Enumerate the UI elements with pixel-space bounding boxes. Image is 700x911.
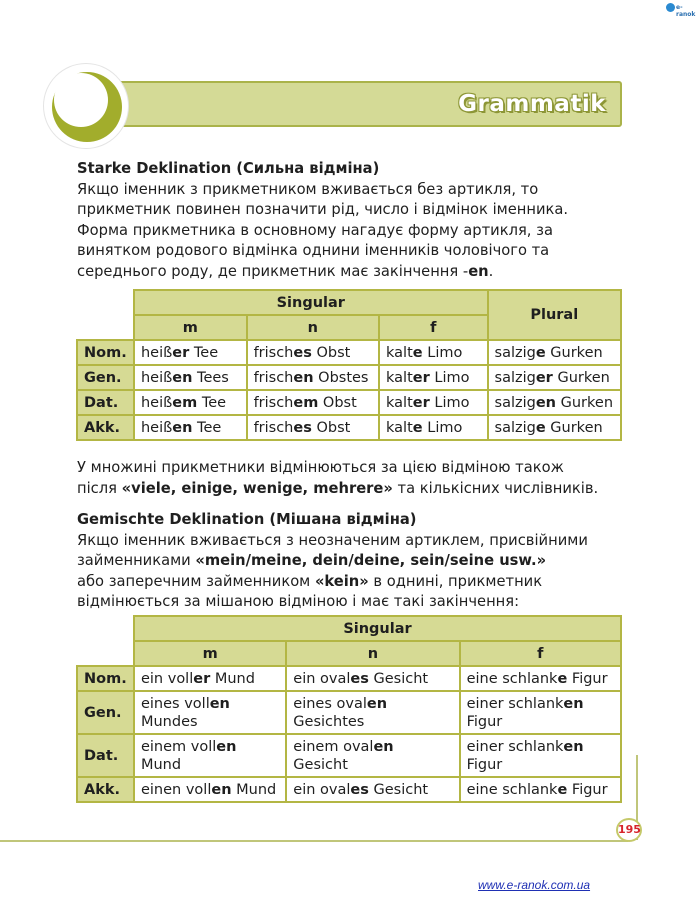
- adjective-ending: en: [563, 738, 584, 755]
- strong-declension-table: [76, 289, 622, 441]
- adjective-ending: en: [563, 695, 584, 712]
- adjective-ending: en: [172, 419, 193, 436]
- adjective-ending: en: [211, 781, 232, 798]
- noun: Gurken: [545, 419, 603, 436]
- paragraph-line: [77, 551, 622, 572]
- page-border-vertical: [636, 755, 638, 825]
- word-stem: einem oval: [293, 738, 374, 755]
- case-label: Gen.: [77, 365, 134, 390]
- cell-line: [141, 671, 279, 687]
- table-cell: [460, 777, 621, 802]
- gender-header: n: [247, 315, 379, 340]
- table-cell: [134, 734, 286, 777]
- page-number: 195: [616, 818, 642, 842]
- section-heading: Gemischte Deklination (Мішана відміна): [77, 511, 417, 528]
- table-cell: [286, 777, 459, 802]
- gender-header: f: [379, 315, 488, 340]
- adjective-ending: en: [209, 695, 230, 712]
- noun: Limo: [422, 419, 463, 436]
- table-cell: [379, 340, 488, 365]
- adjective-ending: en: [366, 695, 388, 712]
- cell-line: Mundes: [140, 713, 198, 730]
- table-cell: [247, 340, 379, 365]
- bold-words: «viele, einige, wenige, mehrere»: [121, 479, 393, 497]
- adjective-ending: er: [172, 344, 190, 361]
- cell-line: [467, 738, 614, 756]
- bold-words: «kein»: [314, 572, 369, 590]
- noun: Obst: [311, 419, 351, 436]
- plural-note: [77, 458, 622, 499]
- adjective-ending: e: [412, 419, 423, 436]
- table-row: [77, 777, 621, 802]
- text-span: в однині, прикметник: [368, 572, 543, 590]
- adjective-ending: em: [172, 394, 198, 411]
- case-label: Akk.: [77, 777, 134, 802]
- table-cell: [134, 365, 247, 390]
- logo-text: e-ranok: [676, 4, 696, 18]
- word-stem: heiß: [140, 369, 173, 386]
- gender-header: m: [134, 315, 247, 340]
- publisher-link[interactable]: www.e-ranok.com.ua: [478, 878, 591, 892]
- text-span: середнього роду, де прикметник має закінчення -: [77, 262, 469, 280]
- crescent-cutout: [54, 73, 108, 127]
- adjective-ending: em: [293, 394, 319, 411]
- noun: Tee: [189, 344, 219, 361]
- adjective-ending: er: [535, 369, 553, 386]
- paragraph-line: винятком родового відмінка однини іменників чоловічого та: [77, 242, 550, 259]
- case-label: Nom.: [77, 666, 134, 691]
- table-row: [77, 691, 621, 734]
- noun: Gurken: [556, 394, 614, 411]
- cell-line: [467, 671, 614, 687]
- table-row: [77, 666, 621, 691]
- noun: Obst: [318, 394, 357, 411]
- word-stem: ein oval: [293, 670, 351, 687]
- text-span: займенниками: [77, 552, 196, 569]
- paragraph-line: Якщо іменник вживається з неозначеним артиклем, присвійними: [77, 531, 588, 549]
- cell-line: Mund: [140, 756, 182, 773]
- word-stem: salzig: [494, 419, 536, 436]
- adjective-ending: en: [535, 394, 557, 411]
- word-stem: salzig: [494, 394, 536, 411]
- word-stem: heiß: [140, 344, 173, 361]
- noun: Gurken: [545, 344, 603, 361]
- table-cell: [460, 691, 621, 734]
- word-stem: kalt: [386, 419, 413, 436]
- cell-line: [141, 782, 279, 798]
- word-stem: eines voll: [140, 695, 210, 712]
- adjective-ending: es: [293, 344, 312, 361]
- noun: Gesicht: [368, 670, 429, 687]
- paragraph-line: [77, 572, 622, 593]
- table-cell: [488, 415, 621, 440]
- noun: Limo: [429, 394, 470, 411]
- singular-header: Singular: [134, 616, 621, 641]
- word-stem: ein oval: [293, 781, 351, 798]
- section-header-band: [74, 81, 622, 127]
- cell-line: [293, 782, 452, 798]
- page-border-horizontal: [0, 840, 628, 842]
- mixed-declension-table: [76, 615, 622, 803]
- table-cell: [247, 365, 379, 390]
- gender-header: m: [134, 641, 286, 666]
- paragraph-line: У множині прикметники відмінюються за цією відміною також: [77, 459, 564, 476]
- table-cell: [488, 365, 621, 390]
- adjective-ending: e: [535, 419, 546, 436]
- word-stem: einer schlank: [466, 738, 564, 755]
- noun: Limo: [422, 344, 463, 361]
- noun: Tees: [192, 369, 229, 386]
- adjective-ending: en: [373, 738, 394, 755]
- case-label: Nom.: [77, 340, 134, 365]
- mixed-declension-section: [77, 510, 622, 613]
- word-stem: ein voll: [140, 670, 194, 687]
- table-corner: [77, 616, 134, 666]
- adjective-ending: es: [293, 419, 312, 436]
- gender-header: f: [460, 641, 621, 666]
- strong-declension-section: [77, 159, 622, 282]
- word-stem: heiß: [140, 419, 173, 436]
- cell-line: [467, 782, 614, 798]
- table-cell: [286, 691, 459, 734]
- adjective-ending: en: [172, 369, 193, 386]
- adjective-ending: en: [293, 369, 314, 386]
- table-cell: [247, 390, 379, 415]
- cell-line: [141, 695, 279, 713]
- table-cell: [460, 666, 621, 691]
- adjective-ending: er: [412, 369, 430, 386]
- table-cell: [134, 691, 286, 734]
- ending-highlight: en: [468, 262, 489, 280]
- noun: Gurken: [552, 369, 610, 386]
- table-corner: [77, 290, 134, 340]
- paragraph-line: прикметник повинен позначити рід, число і відмінок іменника.: [77, 201, 569, 218]
- word-stem: eine schlank: [466, 781, 558, 798]
- word-stem: einem voll: [140, 738, 217, 755]
- table-cell: [134, 340, 247, 365]
- cell-line: [293, 695, 452, 713]
- word-stem: kalt: [386, 369, 413, 386]
- table-cell: [379, 415, 488, 440]
- adjective-ending: e: [557, 781, 568, 798]
- noun: Tee: [192, 419, 222, 436]
- word-stem: frisch: [253, 394, 294, 411]
- word-stem: frisch: [253, 369, 294, 386]
- noun: Obst: [311, 344, 351, 361]
- cell-line: Gesicht: [293, 756, 348, 773]
- paragraph-line: Якщо іменник з прикметником вживається без артикля, то: [77, 180, 539, 198]
- table-row: [77, 415, 621, 440]
- cell-line: [293, 671, 452, 687]
- text-span: та кількісних числівників.: [392, 479, 599, 497]
- adjective-ending: er: [412, 394, 430, 411]
- word-stem: heiß: [140, 394, 173, 411]
- noun: Limo: [429, 369, 470, 386]
- case-label: Dat.: [77, 734, 134, 777]
- adjective-ending: er: [193, 670, 211, 687]
- paragraph-line: відмінюється за мішаною відміною і має такі закінчення:: [77, 593, 520, 610]
- noun: Figur: [567, 670, 608, 687]
- noun: Mund: [210, 670, 255, 687]
- noun: Gesicht: [368, 781, 429, 798]
- table-cell: [379, 365, 488, 390]
- plural-header: Plural: [488, 290, 621, 340]
- text-span: після: [77, 479, 122, 497]
- paragraph-line: Форма прикметника в основному нагадує форму артикля, за: [77, 221, 553, 239]
- table-cell: [134, 415, 247, 440]
- section-heading: Starke Deklination (Сильна відміна): [77, 160, 380, 177]
- paragraph-line: [77, 479, 622, 500]
- table-cell: [134, 666, 286, 691]
- word-stem: kalt: [386, 394, 413, 411]
- noun: Figur: [567, 781, 608, 798]
- cell-line: [293, 738, 452, 756]
- noun: Obstes: [313, 369, 369, 386]
- cell-line: [141, 738, 279, 756]
- table-cell: [247, 415, 379, 440]
- table-cell: [460, 734, 621, 777]
- word-stem: eine schlank: [466, 670, 558, 687]
- gender-header: n: [286, 641, 459, 666]
- case-label: Dat.: [77, 390, 134, 415]
- cell-line: [467, 695, 614, 713]
- word-stem: salzig: [494, 369, 536, 386]
- adjective-ending: es: [350, 670, 369, 687]
- text-span: .: [488, 262, 494, 280]
- adjective-ending: es: [350, 781, 369, 798]
- word-stem: eines oval: [293, 695, 367, 712]
- table-cell: [134, 390, 247, 415]
- word-stem: salzig: [494, 344, 536, 361]
- word-stem: einen voll: [140, 781, 212, 798]
- word-stem: einer schlank: [466, 695, 564, 712]
- table-row: [77, 340, 621, 365]
- logo-globe-icon: [666, 3, 675, 12]
- adjective-ending: en: [216, 738, 237, 755]
- table-row: [77, 390, 621, 415]
- publisher-logo: [666, 3, 696, 18]
- table-cell: [286, 734, 459, 777]
- noun: Tee: [197, 394, 227, 411]
- cell-line: Figur: [466, 756, 503, 773]
- word-stem: frisch: [253, 344, 294, 361]
- table-row: [77, 734, 621, 777]
- case-label: Akk.: [77, 415, 134, 440]
- word-stem: kalt: [386, 344, 413, 361]
- table-cell: [488, 390, 621, 415]
- paragraph-line: [77, 262, 622, 283]
- table-cell: [134, 777, 286, 802]
- table-cell: [286, 666, 459, 691]
- table-row: [77, 365, 621, 390]
- cell-line: Gesichtes: [293, 713, 365, 730]
- table-cell: [379, 390, 488, 415]
- adjective-ending: e: [412, 344, 423, 361]
- section-title: Grammatik: [458, 91, 606, 117]
- cell-line: Figur: [466, 713, 503, 730]
- text-span: або заперечним займенником: [77, 572, 315, 590]
- case-label: Gen.: [77, 691, 134, 734]
- singular-header: Singular: [134, 290, 488, 315]
- noun: Mund: [231, 781, 277, 798]
- adjective-ending: e: [535, 344, 546, 361]
- word-stem: frisch: [253, 419, 294, 436]
- bold-words: «mein/meine, dein/deine, sein/seine usw.»: [195, 552, 547, 569]
- table-cell: [488, 340, 621, 365]
- adjective-ending: e: [557, 670, 568, 687]
